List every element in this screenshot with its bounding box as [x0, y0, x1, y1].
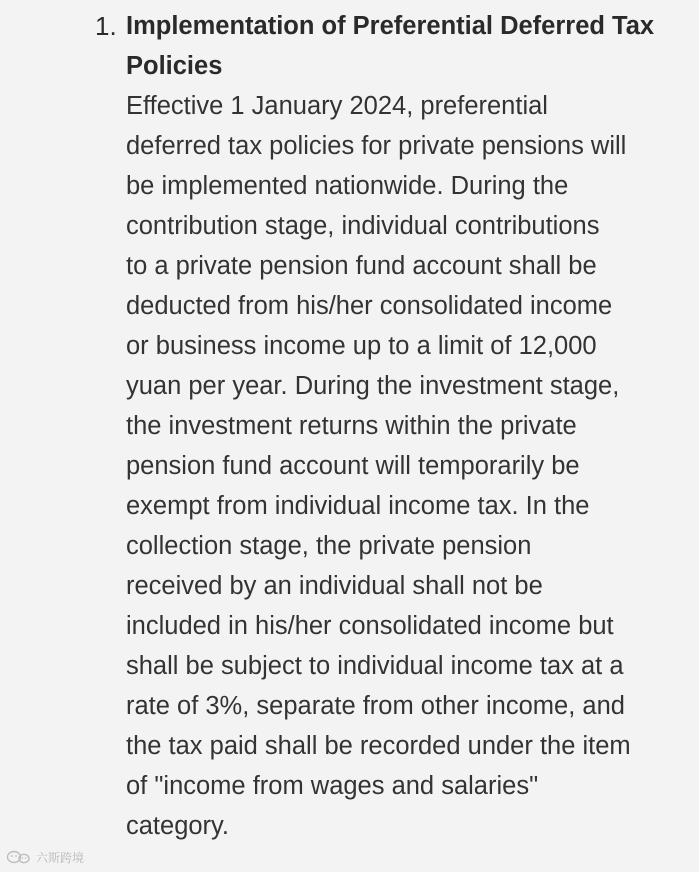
item-body-line: be implemented nationwide. During the — [126, 172, 569, 200]
watermark-text: 六斯跨境 — [36, 850, 85, 865]
list-item-number: 1. — [95, 11, 117, 41]
item-body-line: collection stage, the private pension — [126, 532, 532, 560]
item-body-line: contribution stage, individual contributions — [126, 212, 600, 240]
watermark — [6, 847, 84, 867]
item-body-line: rate of 3%, separate from other income, and — [126, 692, 625, 720]
item-body-line: pension fund account will temporarily be — [126, 452, 580, 480]
item-body-line: yuan per year. During the investment stage, — [126, 372, 620, 400]
item-body-line: Effective 1 January 2024, preferential — [126, 92, 548, 120]
item-body-line: or business income up to a limit of 12,000 — [126, 332, 597, 360]
item-body-line: the investment returns within the private — [126, 412, 577, 440]
item-body-line: shall be subject to individual income tax at a — [126, 652, 624, 680]
item-body-line: of "income from wages and salaries" — [126, 772, 539, 800]
item-body-line: deducted from his/her consolidated income — [126, 292, 613, 320]
item-body-line: included in his/her consolidated income but — [126, 612, 614, 640]
item-body-line: to a private pension fund account shall be — [126, 252, 597, 280]
item-title-line: Implementation of Preferential Deferred Tax — [126, 12, 655, 40]
wechat-logo-icon — [6, 849, 32, 865]
item-body-line: received by an individual shall not be — [126, 572, 543, 600]
item-body-line: exempt from individual income tax. In the — [126, 492, 590, 520]
item-body-line: the tax paid shall be recorded under the item — [126, 732, 631, 760]
item-body-line: category. — [126, 812, 229, 840]
item-body-line: deferred tax policies for private pensions will — [126, 132, 627, 160]
item-title-line: Policies — [126, 52, 223, 80]
list-item-content — [126, 6, 686, 846]
